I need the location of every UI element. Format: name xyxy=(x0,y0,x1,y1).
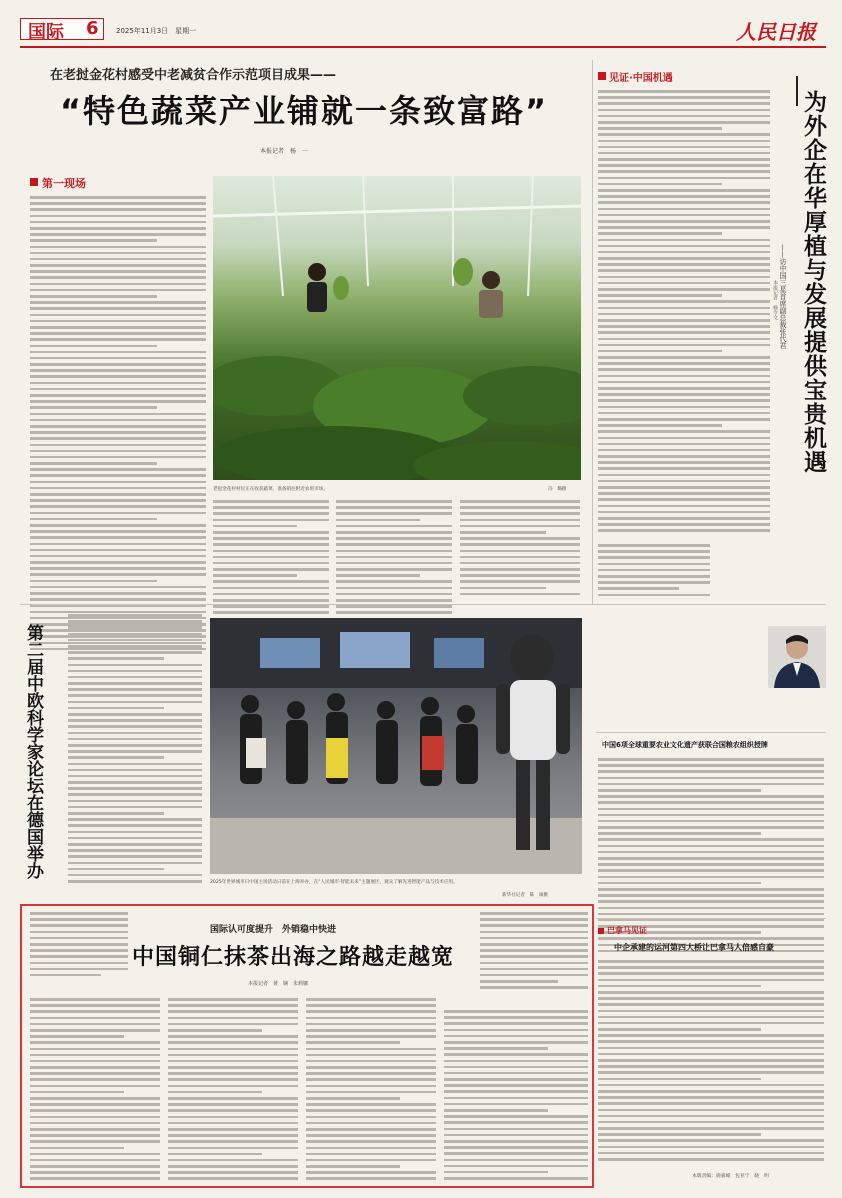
lead-body-left xyxy=(30,196,206,666)
sidebar-label: 见证·中国机遇 xyxy=(609,73,673,84)
lead-kicker: 在老挝金花村感受中老减贫合作示范项目成果—— xyxy=(50,68,337,83)
lead-subhead-box xyxy=(30,178,38,186)
tea-story xyxy=(20,904,594,1188)
tea-kicker: 国际认可度提升 外销稳中快进 xyxy=(210,925,337,935)
vision-story xyxy=(596,924,826,1188)
vision-body xyxy=(598,960,824,1166)
robot-exhibition-image xyxy=(210,618,582,874)
portrait-image xyxy=(768,626,826,688)
lead-byline: 本报记者 杨 一 xyxy=(260,148,309,155)
tea-body-col3 xyxy=(306,998,436,1184)
right-divider-2 xyxy=(596,918,826,919)
page-number: 6 xyxy=(86,18,99,39)
ag-story xyxy=(596,738,826,908)
forum-headline: 第二届中欧科学家论坛在德国举办 xyxy=(23,624,43,879)
column-divider xyxy=(592,60,593,605)
page-credit-line: 本版责编：鹿嘉嵘 包亚宁 晓 明 xyxy=(692,1174,769,1179)
masthead xyxy=(20,16,826,44)
sidebar-byline: 本报记者 杨令文 xyxy=(772,280,778,320)
tea-headline: 中国铜仁抹茶出海之路越走越宽 xyxy=(132,945,455,970)
sidebar-subtitle: ——访中国三星首席副总裁张代君 xyxy=(779,244,787,349)
vision-headline: 中企承建的运河第四大桥让巴拿马人倍感自豪 xyxy=(614,943,774,952)
forum-photo-credit: 新华社记者 陈 诚摄 xyxy=(502,893,548,898)
lead-story xyxy=(20,50,590,680)
masthead-rule xyxy=(20,46,826,48)
vision-label: 巴拿马见证 xyxy=(607,926,647,935)
newspaper-logo: 人民日报 xyxy=(736,20,816,44)
right-divider-1 xyxy=(596,732,826,733)
forum-story xyxy=(20,610,592,902)
tea-byline: 本报记者 黄 娴 朱莉娜 xyxy=(248,981,309,987)
tea-body-col1 xyxy=(30,998,160,1184)
section-name: 国际 xyxy=(28,22,64,43)
sidebar-headline: 为外企在华厚植与发展提供宝贵机遇 xyxy=(800,90,826,474)
section-divider-1 xyxy=(20,604,826,605)
sidebar-column xyxy=(596,60,828,605)
sidebar-body-a xyxy=(598,90,770,540)
sidebar-label-box xyxy=(598,72,606,80)
lead-photo-credit: 冯 璐摄 xyxy=(548,487,567,492)
lead-photo-caption: 老挝金花村村民正在收获蔬菜，准备销往附近农贸市场。 xyxy=(213,487,328,492)
lead-body-col3 xyxy=(336,500,452,620)
lead-body-col2 xyxy=(213,500,329,620)
lead-subhead: 第一现场 xyxy=(42,177,86,190)
ag-headline: 中国6项全球重要农业文化遗产获联合国粮农组织授牌 xyxy=(602,741,768,749)
tea-body-col4 xyxy=(444,1010,588,1184)
forum-photo-caption: 2025年世界城市日中国主场活动日前在上海举办，在“人民城市·智能未来”主题展区，观众了解先进智能产品与技术应用。 xyxy=(210,880,458,885)
lead-body-col4 xyxy=(460,500,580,600)
sidebar-body-b xyxy=(598,544,710,602)
lead-headline: “特色蔬菜产业铺就一条致富路” xyxy=(60,92,549,130)
vision-label-box xyxy=(598,928,604,934)
tea-body-left xyxy=(30,912,128,988)
tea-body-col2 xyxy=(168,998,298,1184)
forum-photo xyxy=(210,618,582,874)
tea-body-right xyxy=(480,912,588,1002)
lead-photo xyxy=(213,176,581,480)
greenhouse-field-image xyxy=(213,176,581,480)
forum-body xyxy=(68,614,202,896)
issue-date: 2025年11月3日 星期一 xyxy=(116,27,197,35)
interviewee-portrait-photo xyxy=(768,626,826,688)
